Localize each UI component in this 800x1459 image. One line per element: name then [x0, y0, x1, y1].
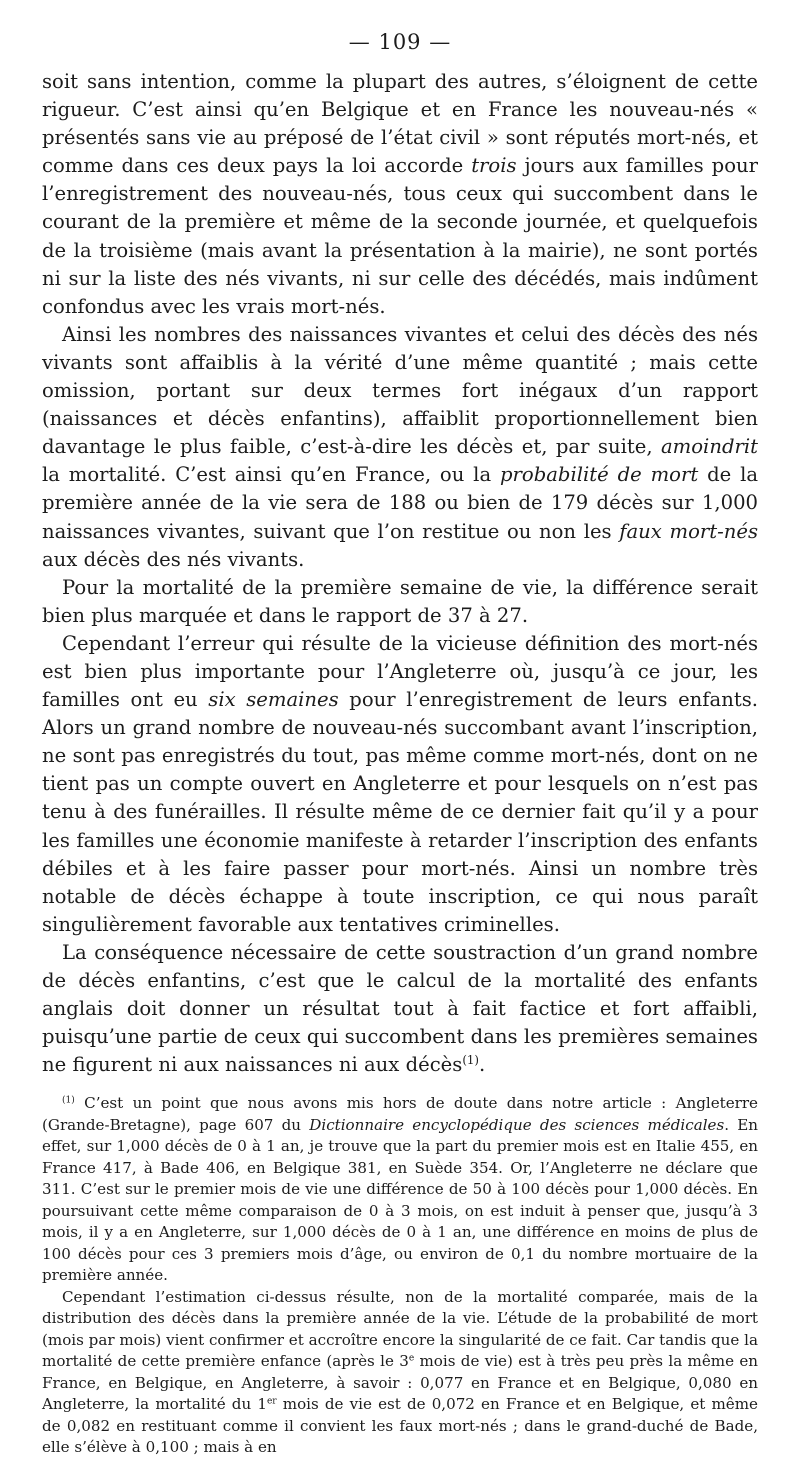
footnote-1-continued — [42, 1287, 758, 1459]
text-run: la mortalité. C’est ainsi qu’en France, ou la — [42, 463, 500, 487]
italic-text: Dictionnaire encyclopédique des sciences médicales — [309, 1115, 725, 1134]
paragraph-5 — [42, 939, 758, 1079]
document-page — [42, 0, 758, 1459]
text-run: de la première année de la vie sera de 188 ou bien de 179 décès sur 1,000 naissances vivantes, suivant que l’on restitue ou non les — [42, 463, 759, 543]
paragraph-1 — [42, 68, 758, 321]
text-run: pour l’enregistrement de leurs enfants. Alors un grand nombre de nouveau-nés succombant avant l’inscription, ne sont pas enregistrés du tout, pas même comme mort-nés, dont on ne tient pas un compte ouvert en Angleterre et pour lesquels on n’est pas tenu à des funérailles. Il résulte même de ce dernier fait qu’il y a pour les familles une économie manifeste à retarder l’inscription des enfants débiles et à les faire passer pour mort-nés. Ainsi un nombre très notable de décès échappe à toute inscription, ce qui nous paraît singulièrement favorable aux tentatives criminelles. — [42, 688, 758, 936]
text-run: Ainsi les nombres des naissances vivantes et celui des décès des nés vivants sont affaiblis à la vérité d’une même quantité ; mais cette omission, portant sur deux termes fort inégaux d’un rapport (naissances et décès enfantins), affaiblit proportionnellement bien davantage le plus faible, c’est-à-dire les décès et, par suite, — [42, 322, 758, 459]
footnotes — [42, 1093, 758, 1459]
text-run: Pour la mortalité de la première semaine de vie, la différence serait bien plus marquée et dans le rapport de 37 à 27. — [42, 575, 758, 627]
body-text — [42, 68, 758, 1079]
page-number: — 109 — — [348, 30, 452, 54]
footnote-1 — [42, 1093, 758, 1287]
text-run: Cependant l’erreur qui résulte de la vicieuse définition des mort-nés est bien plus importante pour l’Angleterre où, jusqu’à ce jour, les familles ont eu — [42, 631, 758, 712]
text-run: soit sans intention, comme la plupart des autres, s’éloignent de cette rigueur. C’est ainsi qu’en Belgique et en France les nouveau-nés « présentés sans vie au préposé de l’état civil » sont réputés mort-nés, et comme dans ces deux pays la loi accorde — [42, 70, 758, 178]
italic-text: six semaines — [208, 688, 339, 712]
footnote-marker: (1) — [462, 1053, 479, 1068]
paragraph-3 — [42, 574, 758, 630]
paragraph-4 — [42, 630, 758, 939]
text-run: mois de vie) est à très peu près la même en France, en Belgique, en Angleterre, à savoir : 0,077 en France et en Belgique, 0,080 en Angleterre, la mortalité du 1 — [42, 1352, 758, 1414]
footnote-marker: e — [408, 1353, 415, 1364]
text-run: Cependant l’estimation ci-dessus résulte, non de la mortalité comparée, mais de la distribution des décès dans la première année de la vie. L’étude de la probabilité de mort (mois par mois) vient confirmer et accroître encore la singularité de ce fait. Car tandis que la mortalité de cette première enfance (après le 3 — [42, 1287, 758, 1371]
text-run: mois de vie est de 0,072 en France et en Belgique, et même de 0,082 en restituant comme il convient les faux mort-nés ; dans le grand-duché de Bade, elle s’élève à 0,100 ; mais à en — [42, 1395, 758, 1457]
text-run: . En effet, sur 1,000 décès de 0 à 1 an, je trouve que la part du premier mois est en Italie 455, en France 417, à Bade 406, en Belgique 381, en Suède 354. Or, l’Angleterre ne déclare que 311. C’est sur le premier mois de vie une différence de 50 à 100 décès pour 1,000 décès. En poursuivant cette même comparaison de 0 à 3 mois, on est induit à penser que, jusqu’à 3 mois, il y a en Angleterre, sur 1,000 décès de 0 à 1 an, une différence en moins de plus de 100 décès pour ces 3 premiers mois d’âge, ou environ de 0,1 du nombre mortuaire de la première année. — [42, 1115, 758, 1285]
footnote-marker: er — [266, 1396, 277, 1407]
text-run: . — [479, 1053, 486, 1077]
text-run: jours aux familles pour l’enregistrement des nouveau-nés, tous ceux qui succombent dans le courant de la première et même de la seconde journée, et quelquefois de la troisième (mais avant la présentation à la mairie), ne sont portés ni sur la liste des nés vivants, ni sur celle des décédés, mais indûment confondus avec les vrais mort-nés. — [42, 154, 758, 318]
footnote-marker: (1) — [62, 1095, 75, 1106]
italic-text: faux mort-nés — [619, 519, 758, 543]
text-run: aux décès des nés vivants. — [42, 547, 305, 571]
italic-text: amoindrit — [661, 435, 758, 459]
paragraph-2 — [42, 321, 758, 574]
text-run: C’est un point que nous avons mis hors de doute dans notre article : Angleterre (Grande-Bretagne), page 607 du — [42, 1094, 758, 1134]
italic-text: probabilité de mort — [500, 463, 699, 487]
italic-text: trois — [471, 154, 517, 178]
text-run: La conséquence nécessaire de cette soustraction d’un grand nombre de décès enfantins, c’est que le calcul de la mortalité des enfants anglais doit donner un résultat tout à fait factice et fort affaibli, puisqu’une partie de ceux qui succombent dans les premières semaines ne figurent ni aux naissances ni aux décès — [42, 940, 758, 1077]
